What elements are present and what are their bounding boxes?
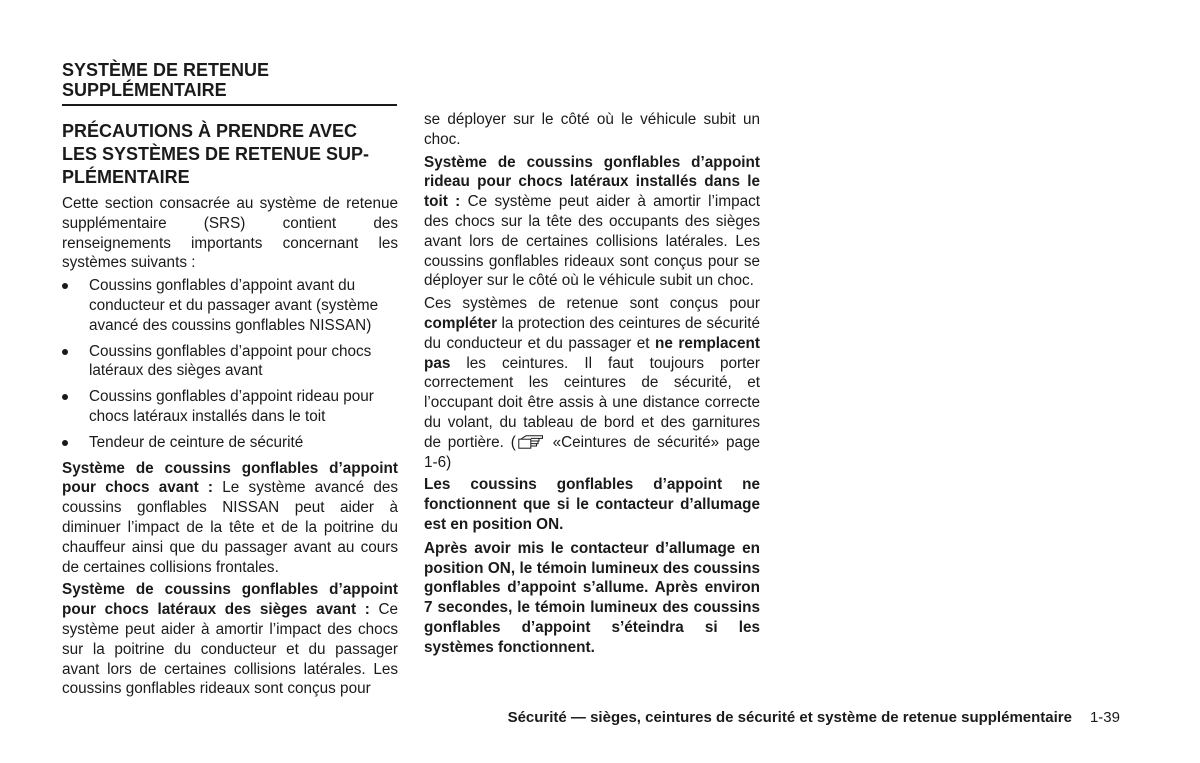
list-item [62,433,398,453]
frontal-airbag-paragraph [62,459,398,578]
seatbelt-page-reference[interactable]: «Ceintures de sécurité» page 1-6) [424,433,760,471]
bullet-icon [62,349,68,355]
bullet-icon [62,283,68,289]
list-item [62,276,398,335]
section-title [62,120,398,189]
frontal-airbag-heading: Système de coussins gonflables d’appoint pour chocs avant : [62,459,398,497]
side-airbag-text: Ce système peut aider à amortir l’impact des chocs sur la poitrine du conducteur et du passager avant lors de certaines collisions latérales. Les coussins gonflables rideaux sont conçus pour [62,601,398,698]
indicator-light-warning: Après avoir mis le contacteur d’allumage en position ON, le témoin lumineux des coussins gonflables d’appoint s’allume. Après environ 7 secondes, le témoin lumineux des coussins gonflables d’appoint s’éteindra si les systèmes fonctionnent. [424,539,760,656]
systems-list [62,276,398,452]
curtain-airbag-heading: Système de coussins gonflables d’appoint rideau pour chocs latéraux installés dans le toit : [424,153,760,211]
footer-chapter-title: Sécurité — sièges, ceintures de sécurité et système de retenue supplémentaire [507,709,1072,726]
chapter-header-line2: SUPPLÉMENTAIRE [62,80,227,100]
continued-paragraph: se déployer sur le côté où le véhicule subit un choc. [424,111,760,148]
list-item-text: Coussins gonflables d’appoint avant du conducteur et du passager avant (système avancé des coussins gonflables NISSAN) [89,277,379,334]
curtain-airbag-text: Ce système peut aider à amortir l’impact des chocs sur la tête des occupants des sièges avant lors de certaines collisions latérales. Les coussins gonflables rideaux sont conçus pour se déployer sur le côté où le véhicule subit un choc. [424,193,760,290]
curtain-airbag-paragraph [424,153,760,292]
section-title-line2: LES SYSTÈMES DE RETENUE SUP- [62,144,370,164]
restraint-paragraph [424,294,760,472]
list-item [62,387,398,427]
chapter-header [62,60,397,100]
section-title-line3: PLÉMENTAIRE [62,167,190,187]
pointing-hand-reference-icon [518,435,544,449]
list-item-text: Coussins gonflables d’appoint rideau pour chocs latéraux installés dans le toit [89,388,374,425]
side-airbag-heading: Système de coussins gonflables d’appoint pour chocs latéraux des sièges avant : [62,581,398,619]
page-footer [508,708,1120,728]
restraint-emphasis-2: ne remplacent pas [424,334,760,372]
restraint-text-3: les ceintures. Il faut toujours porter correctement les ceintures de sécurité, et l’occupant doit être assis à une distance correcte du volant, du tableau de bord et des garnitures de portière. ( [424,354,760,451]
list-item [62,342,398,382]
header-divider [62,104,397,106]
chapter-header-line1: SYSTÈME DE RETENUE [62,60,270,80]
side-airbag-paragraph [62,580,398,699]
page-number: 1-39 [1089,709,1120,726]
ignition-warning: Les coussins gonflables d’appoint ne fonctionnent que si le contacteur d’allumage est en position ON. [424,476,760,533]
section-title-line1: PRÉCAUTIONS À PRENDRE AVEC [62,121,358,141]
bullet-icon [62,440,68,446]
list-item-text: Coussins gonflables d’appoint pour chocs latéraux des sièges avant [89,342,372,380]
restraint-text-2: la protection des ceintures de sécurité du conducteur et du passager et [424,314,760,352]
restraint-text-1: Ces systèmes de retenue sont conçus pour [424,295,760,313]
right-column [424,110,760,662]
frontal-airbag-text: Le système avancé des coussins gonflables NISSAN peut aider à diminuer l’impact de la tête et de la poitrine du chauffeur ainsi que du passager avant au cours de certaines collisions frontales. [62,479,398,576]
bullet-icon [62,394,68,400]
left-column [62,120,398,702]
list-item-text: Tendeur de ceinture de sécurité [89,433,304,451]
restraint-emphasis-1: compléter [424,314,498,332]
intro-paragraph: Cette section consacrée au système de retenue supplémentaire (SRS) contient des renseignements importants concernant les systèmes suivants : [62,195,398,272]
